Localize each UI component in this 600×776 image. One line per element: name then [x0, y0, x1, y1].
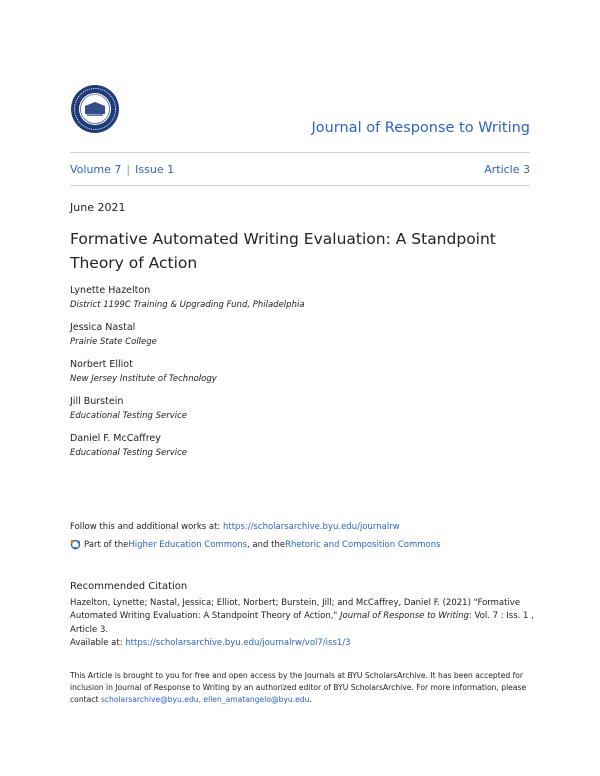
author-entry	[70, 396, 530, 433]
issue-link[interactable]: Issue 1	[135, 163, 175, 176]
follow-line	[70, 522, 400, 532]
article-url-link[interactable]: https://scholarsarchive.byu.edu/journalrw/vol7/iss1/3	[125, 637, 351, 648]
separator: |	[126, 163, 131, 176]
author-affiliation: Prairie State College	[70, 337, 157, 347]
byu-seal-logo	[70, 84, 120, 134]
author-entry	[70, 433, 530, 470]
author-name: Norbert Elliot	[70, 359, 133, 370]
access-notice	[70, 670, 540, 707]
access-notice-end: .	[309, 695, 312, 705]
author-name: Jessica Nastal	[70, 322, 136, 333]
available-at-label: Available at:	[70, 637, 126, 648]
rhetoric-composition-commons-link[interactable]: Rhetoric and Composition Commons	[285, 539, 441, 550]
part-of-middle: , and the	[247, 539, 286, 550]
citation-authors-title: Hazelton, Lynette; Nastal, Jessica; Elliot, Norbert; Burstein, Jill; and McCaffrey, Daniel F. (2021) "Formative Automated Writing Evaluation: A Standpoint Theory of Action,"	[70, 598, 521, 622]
journal-title-link[interactable]: Journal of Response to Writing	[311, 120, 530, 136]
publication-date: June 2021	[70, 201, 126, 214]
volume-issue-links	[70, 163, 174, 176]
author-affiliation: New Jersey Institute of Technology	[70, 374, 217, 384]
higher-education-commons-link[interactable]: Higher Education Commons	[128, 539, 248, 550]
article-link[interactable]: Article 3	[484, 163, 530, 176]
citation-journal: Journal of Response to Writing	[340, 611, 469, 622]
author-entry	[70, 322, 530, 359]
author-entry	[70, 285, 530, 322]
author-entry	[70, 359, 530, 396]
divider	[70, 152, 530, 153]
author-name: Lynette Hazelton	[70, 285, 151, 296]
article-title: Formative Automated Writing Evaluation: A Standpoint Theory of Action	[70, 230, 496, 272]
part-of-line	[70, 539, 441, 550]
citation-text	[70, 597, 540, 650]
author-name: Jill Burstein	[70, 396, 124, 407]
citation-volume: : Vol. 7 : Iss. 1 , Article 3.	[70, 611, 534, 635]
author-affiliation: Educational Testing Service	[70, 411, 187, 421]
author-affiliation: District 1199C Training & Upgrading Fund, Philadelphia	[70, 300, 305, 310]
author-name: Daniel F. McCaffrey	[70, 433, 161, 444]
volume-link[interactable]: Volume 7	[70, 163, 122, 176]
network-commons-icon	[70, 539, 81, 550]
collection-link[interactable]: https://scholarsarchive.byu.edu/journalrw	[223, 522, 400, 532]
recommended-citation-heading: Recommended Citation	[70, 581, 188, 592]
author-affiliation: Educational Testing Service	[70, 448, 187, 458]
part-of-prefix: Part of the	[84, 539, 129, 550]
contact-email-link[interactable]: scholarsarchive@byu.edu, ellen_amatangelo@byu.edu	[100, 695, 310, 705]
divider	[70, 185, 530, 186]
access-notice-text: This Article is brought to you for free and open access by the Journals at BYU ScholarsArchive. It has been accepted for inclusion in Journal of Response to Writing by an authorized editor of BYU ScholarsArchive. For more information, please contact	[70, 671, 527, 705]
follow-text: Follow this and additional works at:	[70, 522, 223, 532]
author-list	[70, 285, 530, 470]
